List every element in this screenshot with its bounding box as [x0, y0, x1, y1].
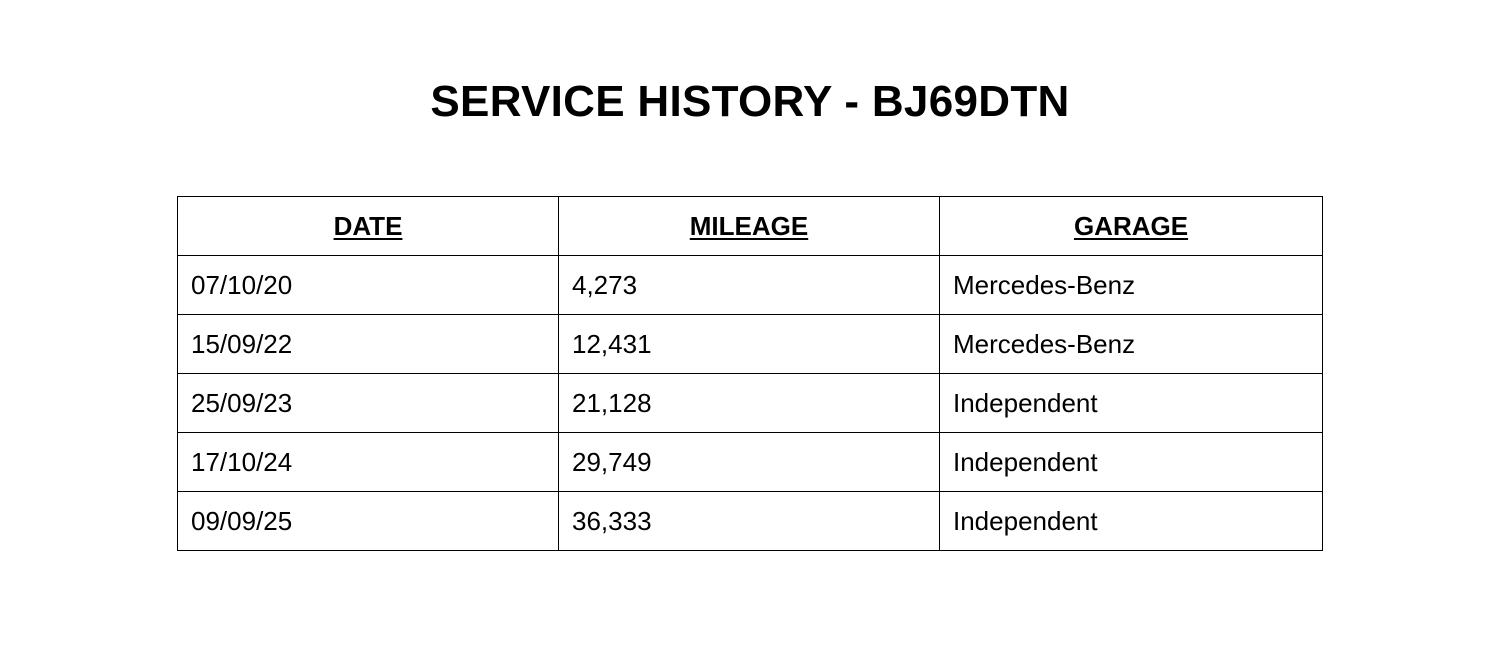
- column-header-date: DATE: [178, 197, 559, 256]
- table-row: [178, 374, 1323, 433]
- column-header-mileage: MILEAGE: [559, 197, 940, 256]
- garage-cell: Mercedes-Benz: [940, 256, 1323, 315]
- garage-cell: Independent: [940, 374, 1323, 433]
- date-cell: 07/10/20: [178, 256, 559, 315]
- table-row: [178, 256, 1323, 315]
- garage-cell: Independent: [940, 492, 1323, 551]
- table-row: [178, 433, 1323, 492]
- table-row: [178, 315, 1323, 374]
- page-title: SERVICE HISTORY - BJ69DTN: [430, 77, 1070, 126]
- garage-cell: Independent: [940, 433, 1323, 492]
- mileage-cell: 29,749: [559, 433, 940, 492]
- date-cell: 15/09/22: [178, 315, 559, 374]
- table-header-row: [178, 197, 1323, 256]
- garage-cell: Mercedes-Benz: [940, 315, 1323, 374]
- service-history-table: [177, 196, 1323, 551]
- date-cell: 25/09/23: [178, 374, 559, 433]
- table-row: [178, 492, 1323, 551]
- column-header-garage: GARAGE: [940, 197, 1323, 256]
- mileage-cell: 21,128: [559, 374, 940, 433]
- date-cell: 17/10/24: [178, 433, 559, 492]
- mileage-cell: 12,431: [559, 315, 940, 374]
- mileage-cell: 36,333: [559, 492, 940, 551]
- date-cell: 09/09/25: [178, 492, 559, 551]
- mileage-cell: 4,273: [559, 256, 940, 315]
